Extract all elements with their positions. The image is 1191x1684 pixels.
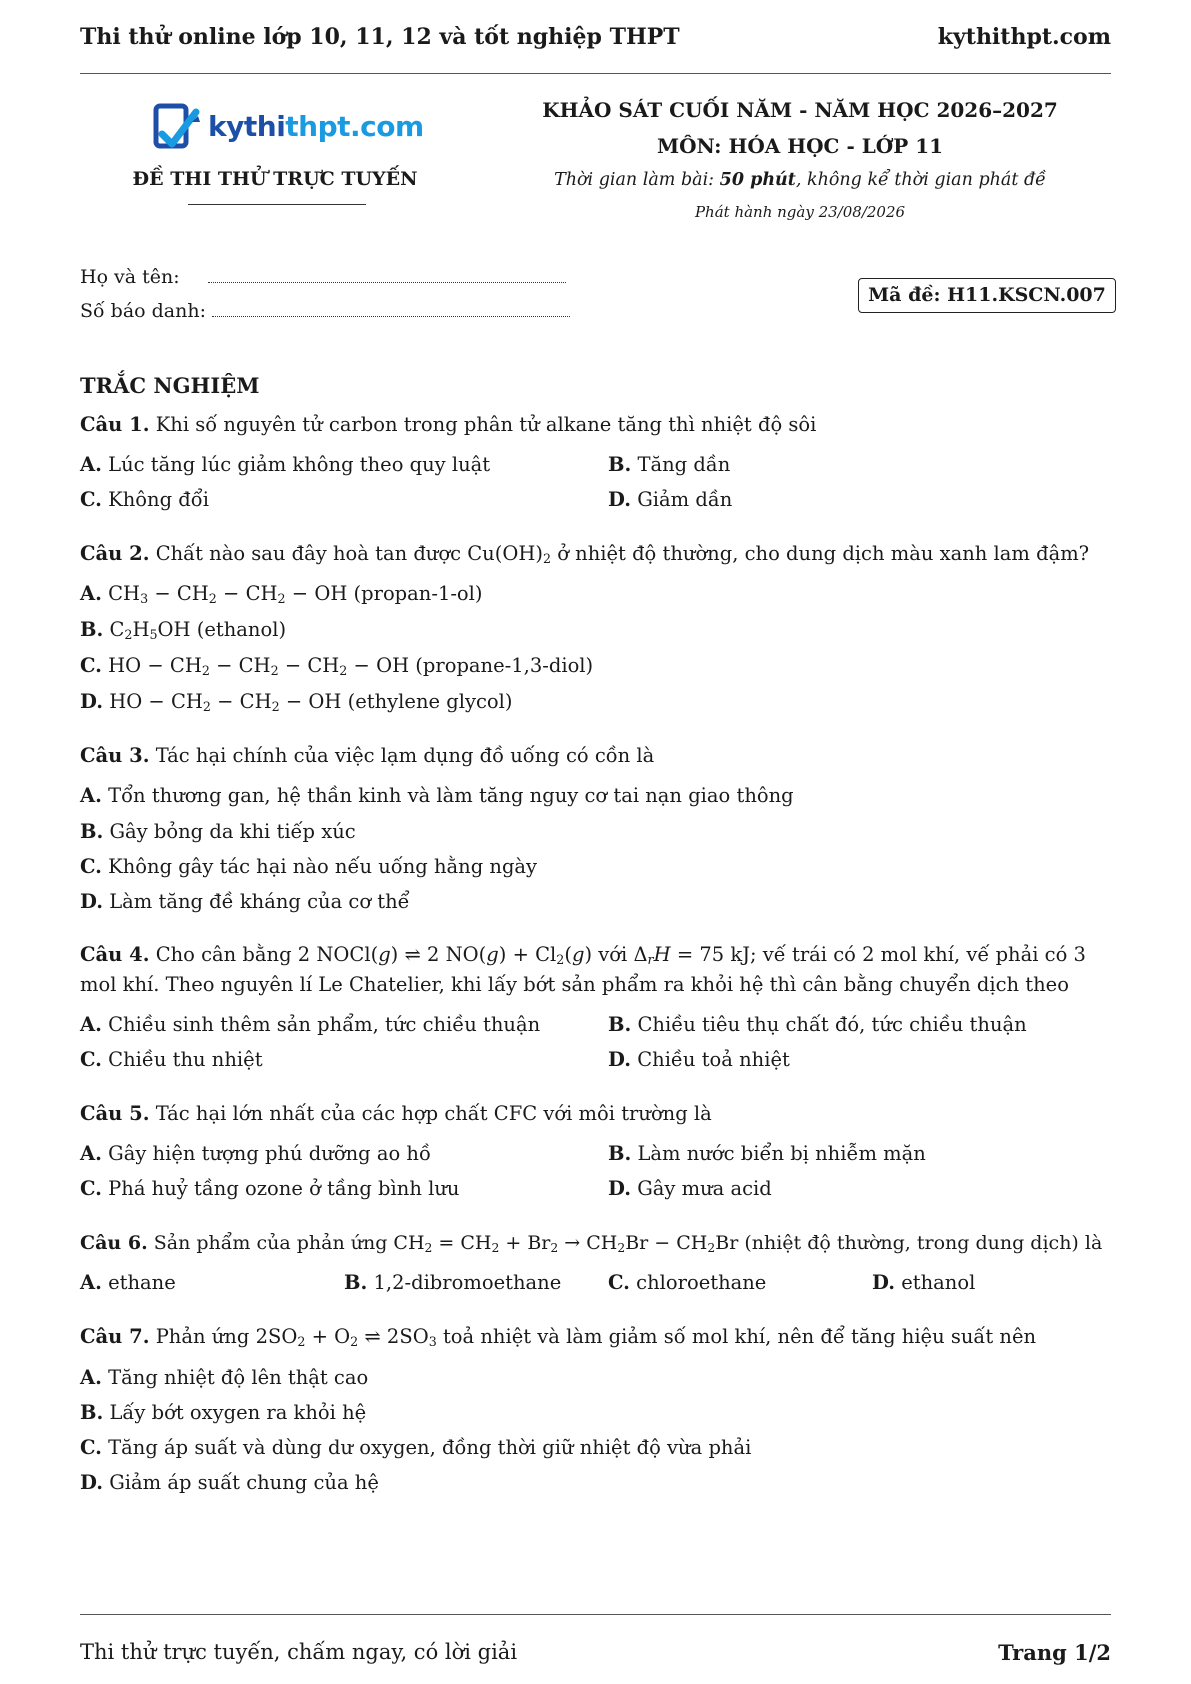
exam-title: KHẢO SÁT CUỐI NĂM - NĂM HỌC 2026–2027 [542, 98, 1058, 122]
q2-option-d[interactable]: D. HO − $CH_2 - CH_2$ − OH (ethylene glycol) [80, 690, 513, 715]
time-value: 50 phút [719, 170, 796, 190]
footer-slogan: Thi thử trực tuyến, chấm ngay, có lời giải [80, 1640, 518, 1664]
question-5 [80, 1099, 1117, 1129]
name-input-line[interactable] [208, 269, 566, 283]
q5-option-b[interactable]: B. Làm nước biển bị nhiễm mặn [608, 1142, 926, 1165]
enthalpy-formula: $\Delta_rH = 75$ kJ [633, 943, 751, 968]
question-text: Tác hại chính của việc lạm dụng đồ uống có cồn là [155, 744, 655, 767]
title-underline [188, 204, 366, 205]
id-field [80, 300, 570, 322]
q4-option-b[interactable]: B. Chiều tiêu thụ chất đó, tức chiều thuận [608, 1013, 1027, 1036]
logo-part2: thpt.com [285, 110, 424, 143]
question-label: Câu 7. [80, 1325, 150, 1348]
q6-option-d[interactable]: D. ethanol [872, 1271, 976, 1294]
q5-option-a[interactable]: A. Gây hiện tượng phú dưỡng ao hồ [80, 1142, 431, 1165]
release-date: Phát hành ngày 23/08/2026 [694, 203, 906, 221]
q7-option-b[interactable]: B. Lấy bớt oxygen ra khỏi hệ [80, 1401, 367, 1424]
q7-option-c[interactable]: C. Tăng áp suất và dùng dư oxygen, đồng thời giữ nhiệt độ vừa phải [80, 1436, 752, 1459]
q3-option-a[interactable]: A. Tổn thương gan, hệ thần kinh và làm tăng nguy cơ tai nạn giao thông [80, 784, 794, 807]
equilibrium-formula: 2 NOCl(g) ⇌ 2 $NO(g) + Cl_2(g)$ [297, 943, 593, 968]
q7-option-d[interactable]: D. Giảm áp suất chung của hệ [80, 1471, 379, 1494]
footer-divider [80, 1614, 1111, 1615]
question-7: Câu 7. Phản ứng $2SO_2 + O_2$ ⇌ $2SO_3$ toả nhiệt và làm giảm số mol khí, nên để tăng hiệu suất nên [80, 1325, 1037, 1350]
q5-option-d[interactable]: D. Gây mưa acid [608, 1177, 772, 1200]
exam-code-badge: Mã đề: H11.KSCN.007 [858, 278, 1116, 313]
question-1 [80, 410, 1117, 440]
id-input-line[interactable] [212, 303, 570, 317]
q2-option-a[interactable]: A. $CH_3 - CH_2 - CH_2$ − OH (propan-1-ol) [80, 582, 483, 607]
reaction-formula: $2SO_2 + O_2$ ⇌ $2SO_3$ [255, 1325, 437, 1350]
question-text: Tác hại lớn nhất của các hợp chất CFC với môi trường là [155, 1102, 712, 1125]
q1-option-c[interactable]: C. Không đổi [80, 488, 209, 511]
q3-option-b[interactable]: B. Gây bỏng da khi tiếp xúc [80, 820, 356, 843]
q6-option-a[interactable]: A. ethane [80, 1271, 176, 1294]
section-heading: TRẮC NGHIỆM [80, 373, 260, 398]
question-label: Câu 1. [80, 413, 150, 436]
q5-option-c[interactable]: C. Phá huỷ tầng ozone ở tầng bình lưu [80, 1177, 460, 1200]
logo-checkmark-icon [152, 102, 204, 156]
q4-option-c[interactable]: C. Chiều thu nhiệt [80, 1048, 263, 1071]
header-left-text: Thi thử online lớp 10, 11, 12 và tốt nghiệp THPT [80, 24, 680, 50]
page-number: Trang 1/2 [998, 1640, 1111, 1665]
question-label: Câu 4. [80, 943, 150, 966]
question-label: Câu 3. [80, 744, 150, 767]
question-label: Câu 2. [80, 542, 150, 565]
q3-option-c[interactable]: C. Không gây tác hại nào nếu uống hằng ngày [80, 855, 538, 878]
question-label: Câu 5. [80, 1102, 150, 1125]
q4-option-d[interactable]: D. Chiều toả nhiệt [608, 1048, 790, 1071]
header-divider [80, 73, 1111, 74]
name-field [80, 266, 566, 288]
page-header [80, 22, 1111, 52]
q3-option-d[interactable]: D. Làm tăng đề kháng của cơ thể [80, 890, 410, 913]
question-6: Câu 6. Sản phẩm của phản ứng $CH_2 = CH_2 + Br_2 \to CH_2Br - CH_2Br$ (nhiệt độ thường, trong dung dịch) là [80, 1232, 1103, 1256]
q1-option-d[interactable]: D. Giảm dần [608, 488, 733, 511]
question-3 [80, 741, 1117, 771]
online-test-title: ĐỀ THI THỬ TRỰC TUYẾN [132, 168, 418, 190]
question-text: Khi số nguyên tử carbon trong phân tử alkane tăng thì nhiệt độ sôi [155, 413, 817, 436]
q1-option-a[interactable]: A. Lúc tăng lúc giảm không theo quy luật [80, 453, 491, 476]
question-label: Câu 6. [80, 1232, 148, 1254]
q7-option-a[interactable]: A. Tăng nhiệt độ lên thật cao [80, 1366, 369, 1389]
time-suffix: , không kể thời gian phát đề [795, 170, 1046, 190]
logo-part1: kythi [208, 110, 286, 143]
q6-option-b[interactable]: B. 1,2-dibromoethane [344, 1271, 562, 1294]
q6-option-c[interactable]: C. chloroethane [608, 1271, 767, 1294]
question-2: Câu 2. Chất nào sau đây hoà tan được $Cu(OH)_2$ ở nhiệt độ thường, cho dung dịch màu xanh lam đậm? [80, 542, 1090, 567]
q1-option-b[interactable]: B. Tăng dần [608, 453, 731, 476]
id-label: Số báo danh: [80, 300, 207, 322]
logo-wordmark [208, 110, 424, 143]
subject-title: MÔN: HÓA HỌC - LỚP 11 [656, 134, 944, 158]
site-logo[interactable] [148, 100, 424, 160]
page-footer [80, 1640, 1111, 1665]
time-prefix: Thời gian làm bài: [554, 170, 720, 190]
q2-option-b[interactable]: B. $C_2H_5OH$ (ethanol) [80, 618, 287, 643]
q4-option-a[interactable]: A. Chiều sinh thêm sản phẩm, tức chiều thuận [80, 1013, 541, 1036]
header-site-link[interactable]: kythithpt.com [937, 24, 1111, 50]
question-4: Câu 4. Cho cân bằng 2 NOCl(g) ⇌ 2 $NO(g) + Cl_2(g)$ với $\Delta_rH = 75$ kJ; vế trái có 2 mol khí, vế phải có 3 mol khí. Theo nguyên lí Le Chatelier, khi lấy bớt sản phẩm ra khỏi hệ thì cân bằng chuyển dịch theo [80, 943, 1086, 996]
reaction-formula: $CH_2 = CH_2 + Br_2 \to CH_2Br - CH_2Br$ [393, 1232, 739, 1256]
time-info [500, 170, 1100, 190]
name-label: Họ và tên: [80, 266, 180, 288]
formula: $Cu(OH)_2$ [467, 542, 551, 567]
q2-option-c[interactable]: C. HO − $CH_2 - CH_2 - CH_2$ − OH (propane-1,3-diol) [80, 654, 594, 679]
